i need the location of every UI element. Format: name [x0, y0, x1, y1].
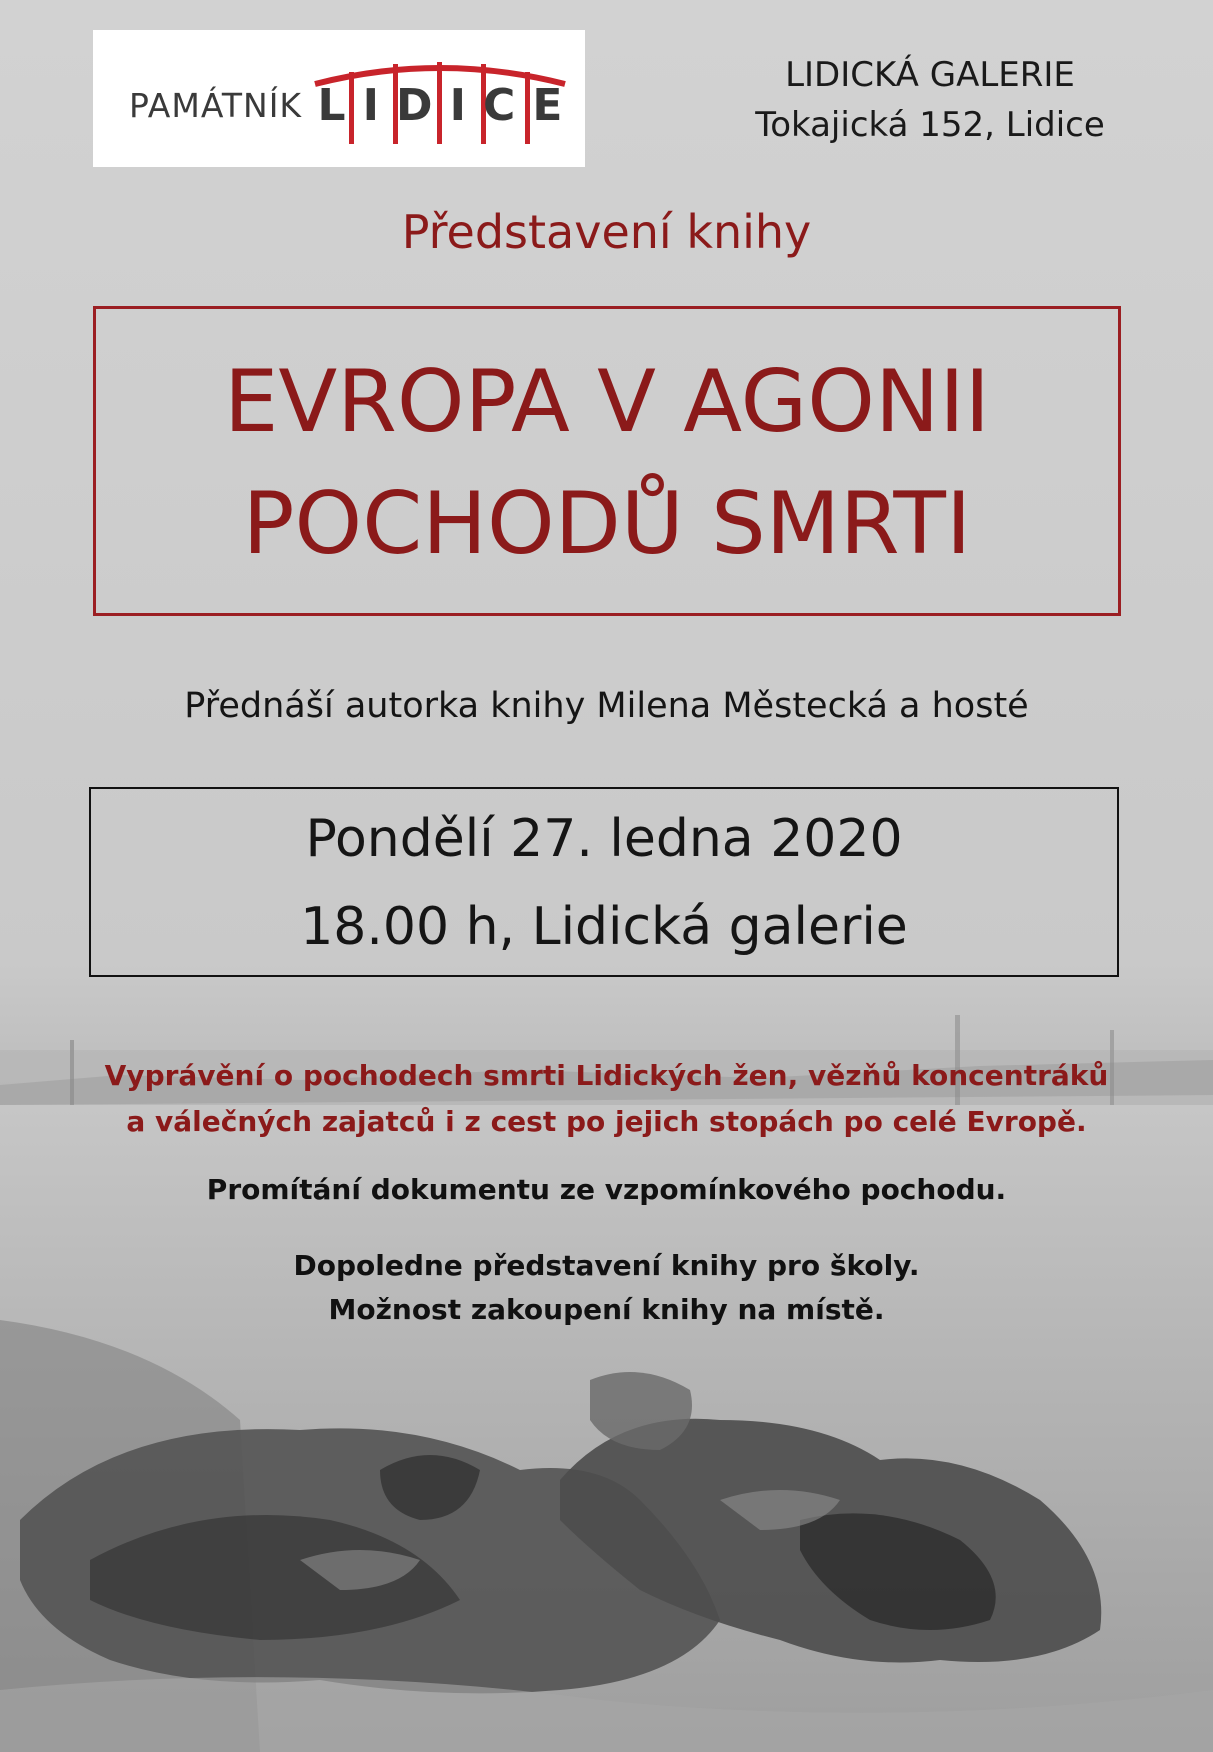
logo-letter: D — [396, 80, 433, 131]
presenter-line: Přednáší autorka knihy Milena Městecká a hosté — [184, 686, 1029, 726]
logo-letter: L — [317, 80, 346, 131]
book-title-line-1: EVROPA V AGONII — [223, 352, 991, 452]
book-title-line-2: POCHODŮ SMRTI — [242, 474, 972, 574]
logo-letter: E — [532, 80, 563, 131]
event-date: Pondělí 27. ledna 2020 — [305, 809, 903, 869]
date-time-frame — [89, 787, 1119, 977]
venue-address: Tokajická 152, Lidice — [755, 105, 1105, 145]
additional-info — [0, 1244, 1213, 1332]
school-presentation-line: Dopoledne představení knihy pro školy. — [293, 1249, 920, 1282]
screening-line: Promítání dokumentu ze vzpomínkového pochodu. — [206, 1173, 1007, 1206]
pamatnik-lidice-logo — [93, 30, 585, 167]
logo-letter: C — [483, 80, 516, 131]
logo-lidice-word — [309, 80, 571, 131]
description-line-2: a válečných zajatců i z cest po jejich stopách po celé Evropě. — [126, 1105, 1087, 1138]
book-purchase-line: Možnost zakoupení knihy na místě. — [328, 1293, 885, 1326]
logo-letter: I — [449, 80, 466, 131]
screening-note — [0, 1168, 1213, 1212]
event-type-heading: Představení knihy — [401, 205, 812, 259]
event-description-red — [0, 1053, 1213, 1145]
venue-name: LIDICKÁ GALERIE — [785, 55, 1075, 95]
logo-letter: I — [362, 80, 379, 131]
venue-block — [700, 50, 1160, 150]
book-title-frame — [93, 306, 1121, 616]
logo-prefix-text: PAMÁTNÍK — [129, 86, 303, 125]
description-line-1: Vyprávění o pochodech smrti Lidických žen, vězňů koncentráků — [104, 1059, 1109, 1092]
event-time-place: 18.00 h, Lidická galerie — [300, 897, 908, 957]
